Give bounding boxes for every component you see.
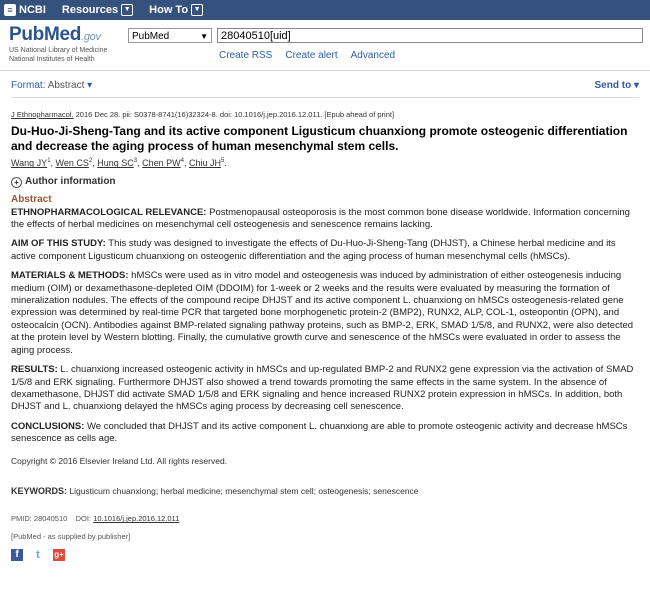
- author-list: Wang $JY^1$, Wen $CS^2$, Hung $SC^3$, Chen $PW^4$, Chiu $JH^5$.: [11, 158, 227, 169]
- article-title: Du-Huo-Ji-Sheng-Tang and its active component Ligusticum chuanxiong promote osteogenic differentiation and decrease the aging process of human mesenchymal stem cells.: [11, 124, 628, 153]
- author-link[interactable]: Chen PW: [142, 158, 181, 169]
- author-affil: 2: [88, 158, 93, 165]
- howto-menu[interactable]: [149, 4, 203, 16]
- author-link[interactable]: Chiu JH: [189, 158, 222, 169]
- abstract-section: [11, 238, 639, 263]
- ncbi-label: NCBI: [19, 4, 46, 16]
- supplied-status: [PubMed - as supplied by publisher]: [11, 531, 131, 541]
- abstract-section: [11, 364, 639, 414]
- citation: [11, 109, 639, 121]
- brand-line2: National Institutes of Health: [9, 56, 95, 63]
- section-text: L. chuanxiong increased osteogenic activity in hMSCs and up-regulated BMP-2 and RUNX2 gene expression via the activation of SMAD 1/5/8 and ERK signaling. Furthermore DHJST also showed a trend towards promoting the same effects in the same system. In the absence of dexamethasone, DHJST did activate SMAD 1/5/8 and ERK signaling and hence increased RUNX2 protein expression in hMSCs. In addition, both DHJST and L. chuanxiong delayed the hMSCs aging process by decreasing cell senescence.: [11, 364, 634, 413]
- keywords-text: Ligusticum chuanxiong; herbal medicine; mesenchymal stem cell; osteogenesis; senescence: [67, 485, 419, 496]
- section-text: We concluded that DHJST and its active component L. chuanxiong are able to promote osteogenic activity and decrease hMSCs senescence as cells age.: [11, 420, 628, 445]
- format-label: Format:: [11, 80, 46, 91]
- author-info-label: Author information: [25, 175, 116, 187]
- abstract-section: [11, 421, 639, 446]
- doi-label: DOI:: [75, 514, 92, 524]
- author-link[interactable]: Wen CS: [55, 158, 89, 169]
- pubmed-logo[interactable]: [9, 24, 107, 64]
- section-label: ETHNOPHARMACOLOGICAL RELEVANCE:: [11, 206, 207, 218]
- format-value: Abstract: [47, 80, 85, 91]
- plus-circle-icon: +: [11, 177, 22, 188]
- copyright: Copyright © 2016 Elsevier Ireland Ltd. All rights reserved.: [11, 455, 228, 466]
- create-alert-link[interactable]: Create alert: [285, 50, 338, 61]
- search-links: [219, 50, 395, 61]
- ncbi-icon: ≡: [4, 4, 16, 16]
- section-label: MATERIALS & METHODS:: [11, 270, 129, 282]
- abstract-heading: Abstract: [11, 194, 52, 206]
- section-label: CONCLUSIONS:: [11, 420, 85, 432]
- citation-text: 2016 Dec 28. pii: S0378-8741(16)32324-8. doi: 10.1016/j.jep.2016.12.011. [Epub ahead of print]: [73, 110, 395, 119]
- keywords: [11, 485, 639, 497]
- section-label: RESULTS:: [11, 364, 58, 376]
- send-to-label: Send to: [594, 80, 632, 91]
- send-to-button[interactable]: [595, 80, 639, 91]
- author-affil: 1: [47, 158, 51, 165]
- keywords-label: KEYWORDS:: [11, 485, 67, 496]
- section-text: This study was designed to investigate the effects of Du-Huo-Ji-Sheng-Tang (DHJST), a Chinese herbal medicine and its active component Ligusticum chuanxiong on osteogenic differentiation and the aging process of human mesenchymal cells (hMSCs).: [11, 238, 616, 262]
- author-affil: 4: [180, 158, 185, 165]
- twitter-icon[interactable]: t: [32, 549, 44, 561]
- dropdown-arrow-icon: ▼: [200, 32, 208, 41]
- howto-label: How To: [149, 4, 189, 16]
- database-value: PubMed: [132, 31, 170, 42]
- author-affil: 3: [133, 158, 138, 165]
- doi-link[interactable]: 10.1016/j.jep.2016.12.011: [93, 514, 180, 524]
- abstract-section: [11, 207, 639, 232]
- advanced-link[interactable]: Advanced: [350, 50, 396, 61]
- chevron-down-icon: ▼: [191, 4, 203, 16]
- section-text: hMSCs were used as in vitro model and osteogenesis was induced by administration of either osteogenesis inducing medium (OIM) or dexamethasone-depleted OIM (DDOIM) for 1-week or 2 weeks and the results were evaluated by measuring the formation of mineralization nodules. The effects of the compound recipe DHJST and its active component L. chuanxiong on hMSCs osteogenesis-related gene expression was determined by real-time PCR that targeted bone morphogenetic protein-2 (BMP2), RUNX2, ALP, COL-1, osteopontin (OPN), and osteocalcin (OCN). Antibodies against BMP-related signaling pathway proteins, such as BMP-2, ERK, SMAD 1/5/8, and RUNX2, were also detected at the protein level by Western blotting. Finally, the cumulative growth curve and senescence of the hMSCs were evaluated in order to assess the aging process.: [11, 270, 634, 356]
- section-label: AIM OF THIS STUDY:: [11, 238, 106, 250]
- author-affil: 5: [221, 158, 225, 165]
- format-selector[interactable]: [11, 80, 92, 91]
- google-plus-icon[interactable]: g+: [54, 550, 64, 560]
- share-bar: [11, 549, 639, 561]
- divider: [11, 97, 639, 98]
- identifiers: [11, 513, 639, 525]
- resources-menu[interactable]: [62, 4, 133, 16]
- chevron-down-icon: ▾: [633, 80, 639, 91]
- brand-gov: .gov: [81, 31, 101, 43]
- search-input[interactable]: [217, 28, 643, 43]
- ncbi-topbar: [0, 0, 650, 20]
- journal-link[interactable]: J Ethnopharmacol.: [11, 110, 74, 119]
- abstract-section: [11, 270, 639, 357]
- author-info-toggle[interactable]: [11, 176, 639, 188]
- author-link[interactable]: Wang JY: [11, 158, 48, 169]
- brand-line1: US National Library of Medicine: [9, 47, 108, 54]
- pmid: PMID: 28040510: [11, 514, 68, 524]
- database-select[interactable]: [128, 28, 212, 43]
- brand-name: PubMed: [9, 24, 82, 45]
- facebook-icon[interactable]: f: [11, 549, 23, 561]
- ncbi-logo[interactable]: [4, 4, 46, 16]
- pubmed-header: [0, 20, 650, 71]
- abstract-content: [11, 109, 639, 561]
- resources-label: Resources: [61, 4, 119, 16]
- section-text: Postmenopausal osteoporosis is the most common bone disease worldwide. Information concerning the effects of herbal medicines on mesenchymal cell osteogenesis and senescence remains lacking.: [11, 206, 630, 231]
- create-rss-link[interactable]: Create RSS: [219, 50, 273, 61]
- author-link[interactable]: Hung SC: [97, 158, 134, 169]
- chevron-down-icon: ▼: [121, 4, 133, 16]
- chevron-down-icon: ▾: [87, 80, 93, 91]
